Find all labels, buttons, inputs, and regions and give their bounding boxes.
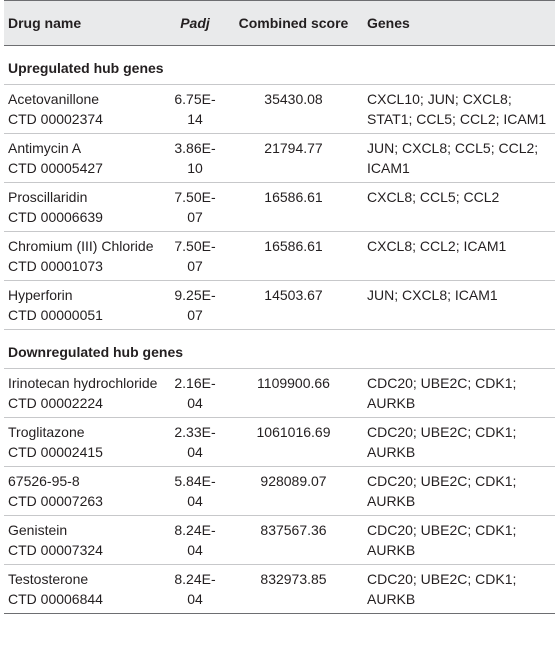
combined-score-cell: 21794.77: [226, 134, 361, 183]
table-row: [4, 418, 555, 467]
drug-id: CTD 00006639: [8, 209, 103, 225]
drug-id: CTD 00005427: [8, 160, 103, 176]
padj-cell: 9.25E-07: [164, 281, 226, 330]
table-body: [4, 46, 555, 614]
drug-name-cell: [4, 281, 164, 330]
combined-score-cell: 16586.61: [226, 183, 361, 232]
drug-id: CTD 00007263: [8, 493, 103, 509]
genes-cell: CXCL8; CCL2; ICAM1: [361, 232, 555, 281]
drug-table: [4, 0, 555, 614]
table-row: [4, 369, 555, 418]
drug-name: Irinotecan hydrochloride: [8, 375, 158, 391]
genes-cell: JUN; CXCL8; CCL5; CCL2; ICAM1: [361, 134, 555, 183]
padj-cell: 8.24E-04: [164, 565, 226, 614]
header-row: [4, 1, 555, 46]
drug-name-cell: [4, 516, 164, 565]
drug-name: Proscillaridin: [8, 189, 88, 205]
padj-cell: 2.16E-04: [164, 369, 226, 418]
drug-name: Genistein: [8, 522, 68, 538]
genes-cell: CDC20; UBE2C; CDK1; AURKB: [361, 516, 555, 565]
drug-name-cell: [4, 232, 164, 281]
header-drug-name: Drug name: [4, 1, 164, 46]
drug-id: CTD 00001073: [8, 258, 103, 274]
combined-score-cell: 14503.67: [226, 281, 361, 330]
table-row: [4, 85, 555, 134]
combined-score-cell: 16586.61: [226, 232, 361, 281]
drug-name: Chromium (III) Chloride: [8, 238, 154, 254]
table-row: [4, 183, 555, 232]
header-combined-score: Combined score: [226, 1, 361, 46]
table-header: [4, 1, 555, 46]
genes-cell: CDC20; UBE2C; CDK1; AURKB: [361, 467, 555, 516]
combined-score-cell: 35430.08: [226, 85, 361, 134]
combined-score-cell: 928089.07: [226, 467, 361, 516]
section-header-row: [4, 330, 555, 369]
table-row: [4, 516, 555, 565]
combined-score-cell: 1061016.69: [226, 418, 361, 467]
padj-cell: 7.50E-07: [164, 183, 226, 232]
genes-cell: CXCL8; CCL5; CCL2: [361, 183, 555, 232]
table-row: [4, 467, 555, 516]
drug-id: CTD 00007324: [8, 542, 103, 558]
section-title: Downregulated hub genes: [4, 330, 555, 369]
genes-cell: CXCL10; JUN; CXCL8; STAT1; CCL5; CCL2; ICAM1: [361, 85, 555, 134]
drug-id: CTD 00002415: [8, 444, 103, 460]
padj-cell: 6.75E-14: [164, 85, 226, 134]
table-row: [4, 281, 555, 330]
table-row: [4, 565, 555, 614]
drug-name-cell: [4, 565, 164, 614]
combined-score-cell: 832973.85: [226, 565, 361, 614]
combined-score-cell: 1109900.66: [226, 369, 361, 418]
genes-cell: CDC20; UBE2C; CDK1; AURKB: [361, 565, 555, 614]
drug-id: CTD 00002374: [8, 111, 103, 127]
drug-name-cell: [4, 467, 164, 516]
drug-name-cell: [4, 369, 164, 418]
drug-name-cell: [4, 183, 164, 232]
padj-cell: 7.50E-07: [164, 232, 226, 281]
table-row: [4, 134, 555, 183]
drug-name: Troglitazone: [8, 424, 85, 440]
drug-name: Acetovanillone: [8, 91, 100, 107]
drug-name: 67526-95-8: [8, 473, 80, 489]
section-header-row: [4, 46, 555, 85]
drug-name: Hyperforin: [8, 287, 73, 303]
drug-id: CTD 00006844: [8, 591, 103, 607]
drug-id: CTD 00002224: [8, 395, 103, 411]
section-title: Upregulated hub genes: [4, 46, 555, 85]
padj-cell: 3.86E-10: [164, 134, 226, 183]
drug-name: Testosterone: [8, 571, 89, 587]
drug-name-cell: [4, 134, 164, 183]
header-genes: Genes: [361, 1, 555, 46]
header-padj: Padj: [164, 1, 226, 46]
padj-cell: 8.24E-04: [164, 516, 226, 565]
drug-name-cell: [4, 85, 164, 134]
genes-cell: CDC20; UBE2C; CDK1; AURKB: [361, 369, 555, 418]
combined-score-cell: 837567.36: [226, 516, 361, 565]
drug-id: CTD 00000051: [8, 307, 103, 323]
padj-cell: 5.84E-04: [164, 467, 226, 516]
drug-name-cell: [4, 418, 164, 467]
genes-cell: CDC20; UBE2C; CDK1; AURKB: [361, 418, 555, 467]
padj-cell: 2.33E-04: [164, 418, 226, 467]
table-row: [4, 232, 555, 281]
genes-cell: JUN; CXCL8; ICAM1: [361, 281, 555, 330]
drug-name: Antimycin A: [8, 140, 82, 156]
